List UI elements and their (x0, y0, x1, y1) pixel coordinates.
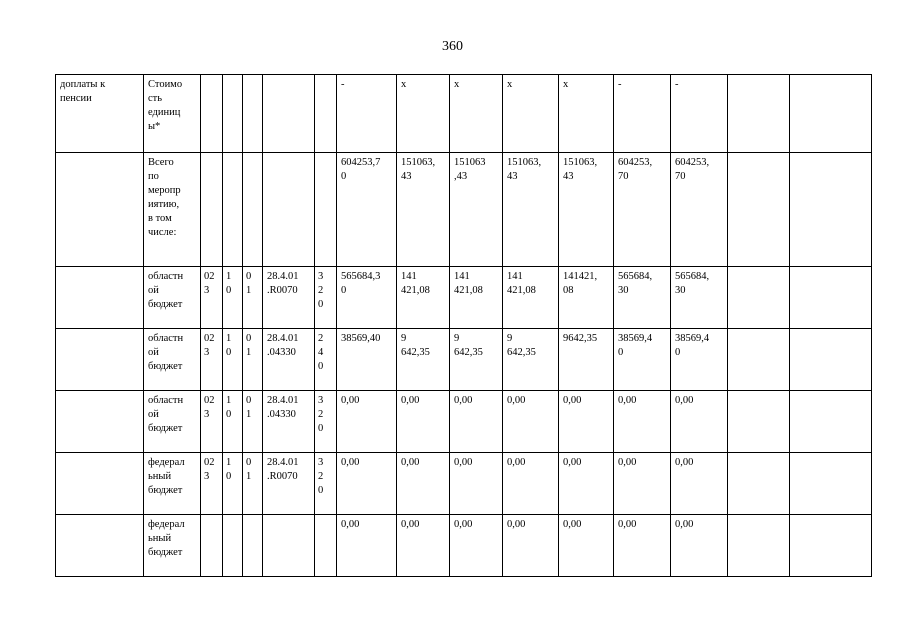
csr-cell (263, 75, 315, 153)
q1-cell: 0,00 (397, 515, 450, 577)
vr-cell: 2 4 0 (315, 329, 337, 391)
extra-cell-1 (728, 453, 790, 515)
fact-cell: 604253, 70 (671, 153, 728, 267)
grbs-cell (201, 515, 223, 577)
pr-cell: 0 1 (243, 391, 263, 453)
vr-cell (315, 75, 337, 153)
fact-cell: 565684, 30 (671, 267, 728, 329)
table-row (56, 153, 872, 267)
csr-cell: 28.4.01 .04330 (263, 391, 315, 453)
extra-cell-1 (728, 329, 790, 391)
item-cell (56, 515, 144, 577)
table-row (56, 75, 872, 153)
q1-cell: 9 642,35 (397, 329, 450, 391)
plan-cell: 604253, 70 (614, 153, 671, 267)
rz-cell: 1 0 (223, 453, 243, 515)
item-cell (56, 329, 144, 391)
rz-cell: 1 0 (223, 391, 243, 453)
q4-cell: 0,00 (559, 515, 614, 577)
q2-cell: 141 421,08 (450, 267, 503, 329)
extra-cell-2 (790, 391, 872, 453)
pr-cell (243, 75, 263, 153)
item-cell (56, 267, 144, 329)
extra-cell-1 (728, 153, 790, 267)
grbs-cell (201, 153, 223, 267)
item-cell (56, 153, 144, 267)
q3-cell: 0,00 (503, 515, 559, 577)
q4-cell: 9642,35 (559, 329, 614, 391)
description-cell: Стоимо сть единиц ы* (144, 75, 201, 153)
extra-cell-2 (790, 329, 872, 391)
grbs-cell: 02 3 (201, 391, 223, 453)
q3-cell: 151063, 43 (503, 153, 559, 267)
extra-cell-2 (790, 153, 872, 267)
q2-cell: 0,00 (450, 515, 503, 577)
grbs-cell: 02 3 (201, 453, 223, 515)
rz-cell: 1 0 (223, 267, 243, 329)
fact-cell: - (671, 75, 728, 153)
description-cell: Всего по меропр иятию, в том числе: (144, 153, 201, 267)
vr-cell (315, 153, 337, 267)
q4-cell: 151063, 43 (559, 153, 614, 267)
rz-cell (223, 515, 243, 577)
total-cell: 0,00 (337, 391, 397, 453)
extra-cell-1 (728, 515, 790, 577)
plan-cell: 0,00 (614, 515, 671, 577)
csr-cell (263, 515, 315, 577)
pr-cell (243, 515, 263, 577)
vr-cell: 3 2 0 (315, 453, 337, 515)
extra-cell-1 (728, 75, 790, 153)
q2-cell: х (450, 75, 503, 153)
item-cell (56, 391, 144, 453)
q4-cell: 0,00 (559, 453, 614, 515)
description-cell: областн ой бюджет (144, 329, 201, 391)
plan-cell: 0,00 (614, 391, 671, 453)
table-row (56, 453, 872, 515)
table-row (56, 267, 872, 329)
q4-cell: 0,00 (559, 391, 614, 453)
pr-cell: 0 1 (243, 453, 263, 515)
q2-cell: 9 642,35 (450, 329, 503, 391)
fact-cell: 0,00 (671, 515, 728, 577)
vr-cell: 3 2 0 (315, 267, 337, 329)
fact-cell: 38569,4 0 (671, 329, 728, 391)
description-cell: областн ой бюджет (144, 267, 201, 329)
extra-cell-2 (790, 453, 872, 515)
vr-cell: 3 2 0 (315, 391, 337, 453)
page-number: 360 (442, 39, 463, 54)
budget-table (55, 74, 872, 577)
q3-cell: 0,00 (503, 391, 559, 453)
table-row (56, 391, 872, 453)
q4-cell: х (559, 75, 614, 153)
fact-cell: 0,00 (671, 453, 728, 515)
description-cell: областн ой бюджет (144, 391, 201, 453)
grbs-cell: 02 3 (201, 329, 223, 391)
csr-cell (263, 153, 315, 267)
rz-cell (223, 75, 243, 153)
pr-cell: 0 1 (243, 267, 263, 329)
item-cell (56, 453, 144, 515)
q2-cell: 151063 ,43 (450, 153, 503, 267)
q1-cell: х (397, 75, 450, 153)
q1-cell: 151063, 43 (397, 153, 450, 267)
extra-cell-2 (790, 75, 872, 153)
description-cell: федерал ьный бюджет (144, 515, 201, 577)
rz-cell: 1 0 (223, 329, 243, 391)
grbs-cell: 02 3 (201, 267, 223, 329)
plan-cell: - (614, 75, 671, 153)
q3-cell: 9 642,35 (503, 329, 559, 391)
total-cell: 565684,3 0 (337, 267, 397, 329)
rz-cell (223, 153, 243, 267)
extra-cell-1 (728, 391, 790, 453)
q3-cell: х (503, 75, 559, 153)
plan-cell: 565684, 30 (614, 267, 671, 329)
item-cell: доплаты к пенсии (56, 75, 144, 153)
q1-cell: 141 421,08 (397, 267, 450, 329)
extra-cell-1 (728, 267, 790, 329)
table-row (56, 329, 872, 391)
total-cell: 38569,40 (337, 329, 397, 391)
csr-cell: 28.4.01 .04330 (263, 329, 315, 391)
table-row (56, 515, 872, 577)
q3-cell: 141 421,08 (503, 267, 559, 329)
extra-cell-2 (790, 515, 872, 577)
total-cell: 0,00 (337, 515, 397, 577)
pr-cell (243, 153, 263, 267)
plan-cell: 0,00 (614, 453, 671, 515)
plan-cell: 38569,4 0 (614, 329, 671, 391)
q2-cell: 0,00 (450, 453, 503, 515)
q2-cell: 0,00 (450, 391, 503, 453)
total-cell: - (337, 75, 397, 153)
pr-cell: 0 1 (243, 329, 263, 391)
description-cell: федерал ьный бюджет (144, 453, 201, 515)
q4-cell: 141421, 08 (559, 267, 614, 329)
grbs-cell (201, 75, 223, 153)
csr-cell: 28.4.01 .R0070 (263, 453, 315, 515)
q3-cell: 0,00 (503, 453, 559, 515)
csr-cell: 28.4.01 .R0070 (263, 267, 315, 329)
extra-cell-2 (790, 267, 872, 329)
total-cell: 0,00 (337, 453, 397, 515)
q1-cell: 0,00 (397, 391, 450, 453)
total-cell: 604253,7 0 (337, 153, 397, 267)
vr-cell (315, 515, 337, 577)
q1-cell: 0,00 (397, 453, 450, 515)
fact-cell: 0,00 (671, 391, 728, 453)
